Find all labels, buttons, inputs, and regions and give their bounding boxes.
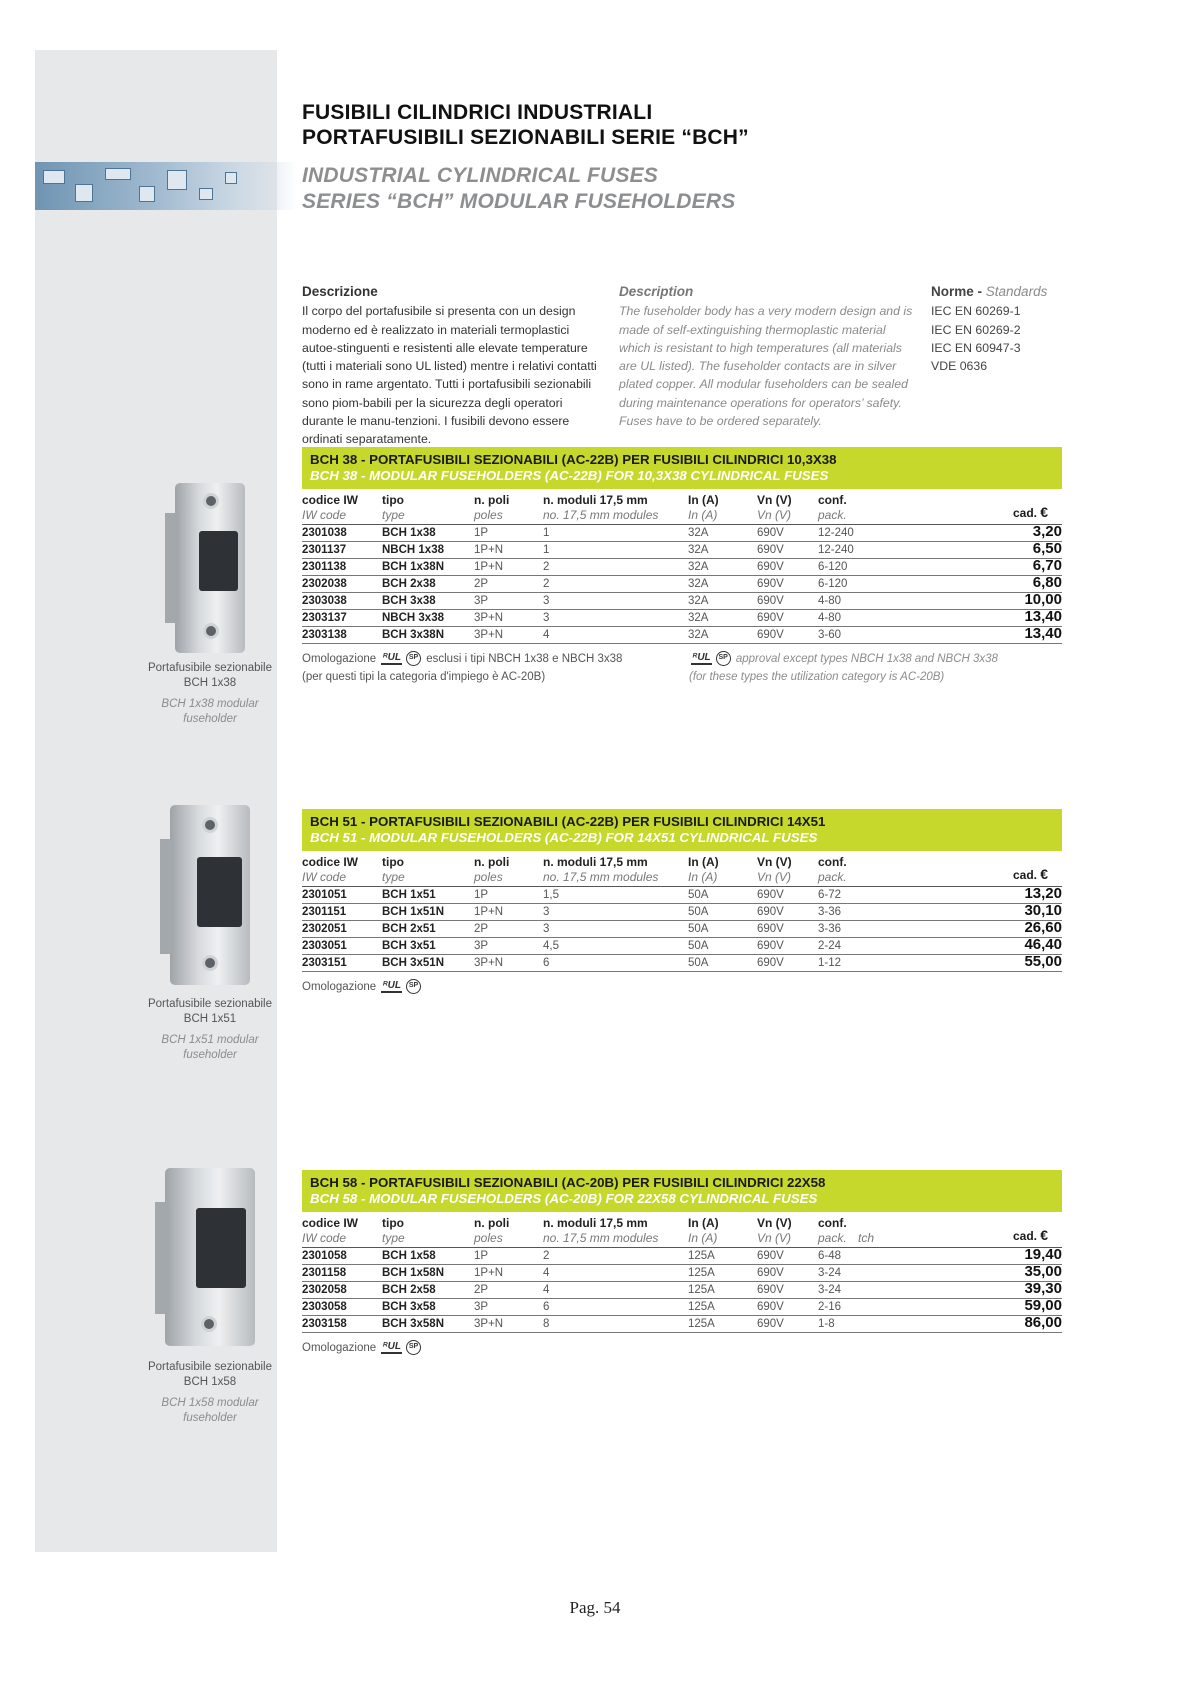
header-voltage: Vn (V)	[757, 855, 792, 869]
ul-mark-icon: ᴿUL	[692, 651, 711, 663]
cell-price: 10,00	[1024, 591, 1062, 608]
standards-heading	[931, 283, 1071, 301]
cell-current: 125A	[688, 1318, 715, 1330]
standards-block	[931, 283, 1071, 375]
ul-mark-icon: ᴿUL	[382, 1340, 402, 1352]
cell-price: 26,60	[1024, 919, 1062, 936]
header-current: In (A)	[688, 493, 719, 507]
cell-voltage: 690V	[757, 1318, 784, 1330]
cell-type: BCH 3x58	[382, 1301, 436, 1313]
cell-type: BCH 3x38N	[382, 629, 444, 641]
csa-mark-icon: SP	[406, 1340, 421, 1355]
cell-current: 50A	[688, 957, 709, 969]
table-row	[302, 627, 1062, 644]
section-bch-51	[302, 809, 1062, 1018]
cell-poles: 1P	[474, 1250, 489, 1262]
description-text: The fuseholder body has a very modern design and is made of self-extinguishing thermoplastic material which is resistant to high temperatures (all materials are UL listed). The fuseholder contacts are in silver plated copper. All modular fuseholders can be sealed during maintenance operations for operators’ safety. Fuses have to be ordered separately.	[619, 304, 913, 429]
cell-modules: 1	[543, 527, 550, 539]
table-row	[302, 1282, 1062, 1299]
product-caption: Portafusibile sezionabile BCH 1x38	[147, 662, 273, 689]
cell-pack: 1-8	[818, 1318, 835, 1330]
price-unit-label: cad.	[1012, 506, 1037, 520]
cell-code: 2303058	[302, 1301, 347, 1313]
cell-price: 39,30	[1024, 1280, 1062, 1297]
approval-label: Omologazione	[302, 1342, 377, 1354]
header-poles: n. poli	[474, 493, 510, 507]
cell-type: BCH 2x58	[382, 1284, 436, 1296]
cell-price: 59,00	[1024, 1297, 1062, 1314]
header-price	[1013, 505, 1048, 522]
standard-item: IEC EN 60947-3	[931, 340, 1021, 355]
section-title-en: BCH 38 - MODULAR FUSEHOLDERS (AC-22B) FOR 10,3X38 CYLINDRICAL FUSES	[310, 468, 829, 483]
cell-poles: 1P+N	[474, 544, 504, 556]
cell-price: 13,40	[1024, 608, 1062, 625]
approval-it	[302, 1339, 682, 1357]
cell-poles: 1P+N	[474, 1267, 504, 1279]
header-voltage: Vn (V)	[757, 493, 792, 507]
header-type: tipo	[382, 493, 404, 507]
table-row	[302, 1265, 1062, 1282]
euro-symbol: €	[1040, 1227, 1048, 1243]
cell-type: NBCH 1x38	[382, 544, 444, 556]
header-modules: n. moduli 17,5 mm	[543, 1216, 648, 1230]
table-row	[302, 525, 1062, 542]
section-title-it: BCH 38 - PORTAFUSIBILI SEZIONABILI (AC-22B) PER FUSIBILI CILINDRICI 10,3X38	[310, 452, 837, 467]
header-current: In (A)	[688, 855, 719, 869]
cell-modules: 4,5	[543, 940, 559, 952]
approval-note: (per questi tipi la categoria d'impiego è AC-20B)	[302, 671, 546, 683]
standard-item: IEC EN 60269-2	[931, 322, 1021, 337]
cell-modules: 3	[543, 612, 550, 624]
cell-modules: 1	[543, 544, 550, 556]
euro-symbol: €	[1040, 504, 1048, 520]
product-caption: Portafusibile sezionabile BCH 1x51	[147, 998, 273, 1025]
section-bch-38	[302, 447, 1062, 690]
cell-current: 125A	[688, 1250, 715, 1262]
header-modules: n. moduli 17,5 mm	[543, 855, 648, 869]
cell-pack: 3-24	[818, 1284, 842, 1296]
header-pack-en: pack.	[818, 1231, 847, 1245]
standard-item: IEC EN 60269-1	[931, 304, 1021, 319]
cell-voltage: 690V	[757, 1301, 784, 1313]
approval-text: esclusi i tipi NBCH 1x38 e NBCH 3x38	[426, 653, 623, 665]
banner-image	[35, 162, 297, 210]
header-poles-en: poles	[474, 508, 503, 522]
header-price	[1013, 867, 1048, 884]
cell-pack: 4-80	[818, 595, 842, 607]
cell-pack: 1-12	[818, 957, 842, 969]
cell-modules: 4	[543, 629, 550, 641]
header-price	[1013, 1228, 1048, 1245]
header-modules-en: no. 17,5 mm modules	[543, 870, 659, 884]
section-title-en: BCH 58 - MODULAR FUSEHOLDERS (AC-20B) FOR 22X58 CYLINDRICAL FUSES	[310, 1191, 818, 1206]
cell-type: NBCH 3x38	[382, 612, 444, 624]
approval-en	[689, 650, 1069, 686]
header-code-en: IW code	[302, 508, 347, 522]
header-type-en: type	[382, 508, 405, 522]
cell-current: 32A	[688, 595, 709, 607]
csa-mark-icon: SP	[716, 651, 731, 666]
cell-code: 2303138	[302, 629, 347, 641]
cell-modules: 8	[543, 1318, 550, 1330]
cell-voltage: 690V	[757, 1267, 784, 1279]
description-heading: Descrizione	[302, 284, 378, 299]
cell-voltage: 690V	[757, 906, 784, 918]
cell-type: BCH 3x38	[382, 595, 436, 607]
cell-current: 50A	[688, 889, 709, 901]
header-type: tipo	[382, 855, 404, 869]
cell-pack: 12-240	[818, 544, 854, 556]
cell-code: 2301038	[302, 527, 347, 539]
cell-price: 35,00	[1024, 1263, 1062, 1280]
header-pack: conf.	[818, 855, 847, 869]
cell-voltage: 690V	[757, 957, 784, 969]
price-unit-label: cad.	[1012, 868, 1037, 882]
table-row	[302, 576, 1062, 593]
approval-text: approval except types NBCH 1x38 and NBCH 3x38	[735, 653, 998, 665]
product-caption: Portafusibile sezionabile BCH 1x58	[147, 1361, 273, 1388]
title-line: SERIES “BCH” MODULAR FUSEHOLDERS	[302, 190, 736, 213]
cell-current: 125A	[688, 1301, 715, 1313]
table-row	[302, 1299, 1062, 1316]
cell-price: 3,20	[1032, 523, 1062, 540]
cell-poles: 3P+N	[474, 1318, 504, 1330]
header-extra: tch	[858, 1231, 875, 1245]
table-row	[302, 1316, 1062, 1333]
table-row	[302, 955, 1062, 972]
cell-code: 2302058	[302, 1284, 347, 1296]
approval-notes	[302, 650, 1062, 690]
table-header	[302, 493, 1062, 525]
title-line: PORTAFUSIBILI SEZIONABILI SERIE “BCH”	[302, 126, 749, 149]
cell-current: 32A	[688, 612, 709, 624]
cell-price: 13,20	[1024, 885, 1062, 902]
cell-voltage: 690V	[757, 923, 784, 935]
cell-type: BCH 2x51	[382, 923, 436, 935]
cell-code: 2301051	[302, 889, 347, 901]
cell-current: 32A	[688, 578, 709, 590]
product-caption-en: BCH 1x51 modular fuseholder	[161, 1034, 259, 1061]
cell-code: 2303151	[302, 957, 347, 969]
table-row	[302, 938, 1062, 955]
cell-modules: 2	[543, 578, 550, 590]
cell-voltage: 690V	[757, 595, 784, 607]
approval-label: Omologazione	[302, 653, 377, 665]
cell-pack: 3-60	[818, 629, 842, 641]
cell-poles: 1P+N	[474, 906, 504, 918]
cell-pack: 6-72	[818, 889, 842, 901]
cell-modules: 3	[543, 595, 550, 607]
header-current: In (A)	[688, 1216, 719, 1230]
table-row	[302, 904, 1062, 921]
table-row	[302, 1248, 1062, 1265]
cell-code: 2302051	[302, 923, 347, 935]
cell-price: 6,50	[1032, 540, 1062, 557]
cell-current: 125A	[688, 1267, 715, 1279]
page-title-english	[302, 163, 735, 215]
product-caption-en: BCH 1x38 modular fuseholder	[161, 698, 259, 725]
cell-poles: 1P	[474, 527, 489, 539]
cell-price: 19,40	[1024, 1246, 1062, 1263]
header-pack-en: pack.	[818, 870, 847, 884]
cell-price: 46,40	[1024, 936, 1062, 953]
table-header	[302, 1216, 1062, 1248]
section-title-en: BCH 51 - MODULAR FUSEHOLDERS (AC-22B) FOR 14X51 CYLINDRICAL FUSES	[310, 830, 818, 845]
cell-modules: 6	[543, 957, 550, 969]
cell-current: 32A	[688, 629, 709, 641]
cell-current: 32A	[688, 527, 709, 539]
section-band	[302, 447, 1062, 489]
cell-type: BCH 3x51N	[382, 957, 444, 969]
header-pack-en: pack.	[818, 508, 847, 522]
cell-poles: 3P	[474, 595, 489, 607]
cell-poles: 3P+N	[474, 612, 504, 624]
product-bch-1x58	[140, 1168, 280, 1426]
cell-poles: 1P+N	[474, 561, 504, 573]
section-title-it: BCH 51 - PORTAFUSIBILI SEZIONABILI (AC-22B) PER FUSIBILI CILINDRICI 14X51	[310, 814, 826, 829]
approval-label: Omologazione	[302, 981, 377, 993]
header-pack: conf.	[818, 493, 847, 507]
standards-heading-it: Norme -	[931, 284, 983, 299]
cell-modules: 3	[543, 923, 550, 935]
fuseholder-image	[165, 1168, 255, 1346]
cell-modules: 3	[543, 906, 550, 918]
approval-it	[302, 650, 682, 686]
cell-price: 6,80	[1032, 574, 1062, 591]
cell-price: 30,10	[1024, 902, 1062, 919]
cell-type: BCH 1x51	[382, 889, 436, 901]
section-bch-58	[302, 1170, 1062, 1379]
cell-poles: 3P	[474, 940, 489, 952]
cell-poles: 2P	[474, 578, 489, 590]
cell-pack: 2-24	[818, 940, 842, 952]
cell-poles: 3P+N	[474, 957, 504, 969]
cell-pack: 6-48	[818, 1250, 842, 1262]
cell-type: BCH 2x38	[382, 578, 436, 590]
cell-pack: 4-80	[818, 612, 842, 624]
header-voltage: Vn (V)	[757, 1216, 792, 1230]
csa-mark-icon: SP	[406, 979, 421, 994]
table-body	[302, 1248, 1062, 1333]
cell-poles: 1P	[474, 889, 489, 901]
fuseholder-image	[175, 483, 245, 653]
table-header	[302, 855, 1062, 887]
cell-code: 2303038	[302, 595, 347, 607]
cell-modules: 2	[543, 561, 550, 573]
cell-type: BCH 1x38	[382, 527, 436, 539]
price-unit-label: cad.	[1012, 1229, 1037, 1243]
cell-voltage: 690V	[757, 561, 784, 573]
header-code: codice IW	[302, 1216, 359, 1230]
cell-modules: 6	[543, 1301, 550, 1313]
header-type-en: type	[382, 870, 405, 884]
approval-it	[302, 978, 682, 996]
cell-type: BCH 3x58N	[382, 1318, 444, 1330]
header-current-en: In (A)	[688, 508, 718, 522]
cell-code: 2301151	[302, 906, 347, 918]
cell-code: 2301058	[302, 1250, 347, 1262]
cell-voltage: 690V	[757, 940, 784, 952]
ul-mark-icon: ᴿUL	[382, 979, 402, 991]
approval-note: (for these types the utilization category is AC-20B)	[689, 671, 945, 683]
header-voltage-en: Vn (V)	[757, 508, 792, 522]
cell-pack: 6-120	[818, 561, 848, 573]
table-row	[302, 593, 1062, 610]
cell-pack: 3-36	[818, 906, 842, 918]
cell-code: 2301137	[302, 544, 347, 556]
standard-item: VDE 0636	[931, 359, 988, 374]
cell-code: 2303137	[302, 612, 347, 624]
header-modules-en: no. 17,5 mm modules	[543, 1231, 659, 1245]
cell-current: 32A	[688, 561, 709, 573]
cell-code: 2303158	[302, 1318, 347, 1330]
cell-code: 2302038	[302, 578, 347, 590]
cell-voltage: 690V	[757, 889, 784, 901]
cell-poles: 2P	[474, 1284, 489, 1296]
header-code-en: IW code	[302, 1231, 347, 1245]
cell-code: 2301138	[302, 561, 347, 573]
header-poles-en: poles	[474, 870, 503, 884]
header-poles-en: poles	[474, 1231, 503, 1245]
title-line: FUSIBILI CILINDRICI INDUSTRIALI	[302, 101, 653, 124]
cell-code: 2303051	[302, 940, 347, 952]
cell-current: 50A	[688, 940, 709, 952]
header-poles: n. poli	[474, 1216, 510, 1230]
cell-type: BCH 1x51N	[382, 906, 444, 918]
cell-modules: 4	[543, 1284, 550, 1296]
header-pack: conf.	[818, 1216, 847, 1230]
header-type-en: type	[382, 1231, 405, 1245]
cell-current: 50A	[688, 906, 709, 918]
cell-voltage: 690V	[757, 1250, 784, 1262]
cell-type: BCH 1x38N	[382, 561, 444, 573]
header-type: tipo	[382, 1216, 404, 1230]
table-row	[302, 887, 1062, 904]
standards-heading-en: Standards	[985, 284, 1048, 299]
header-modules-en: no. 17,5 mm modules	[543, 508, 659, 522]
cell-code: 2301158	[302, 1267, 347, 1279]
cell-poles: 3P	[474, 1301, 489, 1313]
cell-voltage: 690V	[757, 629, 784, 641]
header-poles: n. poli	[474, 855, 510, 869]
approval-notes	[302, 978, 1062, 1018]
description-text: Il corpo del portafusibile si presenta con un design moderno ed è realizzato in materiali termoplastici autoe-stinguenti e resistenti alle elevate temperature (tutti i materiali sono UL listed) mentre i relativi contatti sono in rame argentato. Tutti i portafusibili sezionabili sono piom-babili per la sicurezza degli operatori durante le manu-tenzioni. I fusibili devono essere ordinati separatamente.	[302, 304, 597, 447]
page-title-italian	[302, 100, 749, 150]
header-current-en: In (A)	[688, 1231, 718, 1245]
cell-pack: 3-36	[818, 923, 842, 935]
table-row	[302, 559, 1062, 576]
cell-modules: 1,5	[543, 889, 559, 901]
ul-mark-icon: ᴿUL	[382, 651, 402, 663]
header-voltage-en: Vn (V)	[757, 1231, 792, 1245]
cell-modules: 4	[543, 1267, 550, 1279]
csa-mark-icon: SP	[406, 651, 421, 666]
description-italian	[302, 283, 602, 449]
cell-pack: 2-16	[818, 1301, 842, 1313]
cell-voltage: 690V	[757, 527, 784, 539]
header-modules: n. moduli 17,5 mm	[543, 493, 648, 507]
page-number: Pag. 54	[569, 1598, 621, 1617]
cell-voltage: 690V	[757, 544, 784, 556]
description-english	[619, 283, 919, 430]
table-row	[302, 921, 1062, 938]
product-bch-1x51	[140, 805, 280, 1063]
cell-pack: 3-24	[818, 1267, 842, 1279]
cell-current: 125A	[688, 1284, 715, 1296]
cell-current: 32A	[688, 544, 709, 556]
header-voltage-en: Vn (V)	[757, 870, 792, 884]
cell-type: BCH 3x51	[382, 940, 436, 952]
cell-voltage: 690V	[757, 1284, 784, 1296]
cell-poles: 3P+N	[474, 629, 504, 641]
table-row	[302, 542, 1062, 559]
cell-poles: 2P	[474, 923, 489, 935]
euro-symbol: €	[1040, 866, 1048, 882]
cell-voltage: 690V	[757, 612, 784, 624]
cell-modules: 2	[543, 1250, 550, 1262]
section-band	[302, 1170, 1062, 1212]
approval-notes	[302, 1339, 1062, 1379]
fuseholder-image	[170, 805, 250, 985]
title-line: INDUSTRIAL CYLINDRICAL FUSES	[302, 164, 659, 187]
cell-current: 50A	[688, 923, 709, 935]
table-body	[302, 525, 1062, 644]
cell-price: 6,70	[1032, 557, 1062, 574]
cell-type: BCH 1x58N	[382, 1267, 444, 1279]
header-current-en: In (A)	[688, 870, 718, 884]
table-body	[302, 887, 1062, 972]
table-row	[302, 610, 1062, 627]
cell-price: 86,00	[1024, 1314, 1062, 1331]
header-code-en: IW code	[302, 870, 347, 884]
cell-pack: 12-240	[818, 527, 854, 539]
section-band	[302, 809, 1062, 851]
product-caption-en: BCH 1x58 modular fuseholder	[161, 1397, 259, 1424]
header-code: codice IW	[302, 493, 359, 507]
product-bch-1x38	[140, 483, 280, 727]
cell-voltage: 690V	[757, 578, 784, 590]
cell-price: 13,40	[1024, 625, 1062, 642]
cell-pack: 6-120	[818, 578, 848, 590]
header-code: codice IW	[302, 855, 359, 869]
cell-price: 55,00	[1024, 953, 1062, 970]
section-title-it: BCH 58 - PORTAFUSIBILI SEZIONABILI (AC-20B) PER FUSIBILI CILINDRICI 22X58	[310, 1175, 826, 1190]
cell-type: BCH 1x58	[382, 1250, 436, 1262]
description-heading: Description	[619, 284, 694, 299]
